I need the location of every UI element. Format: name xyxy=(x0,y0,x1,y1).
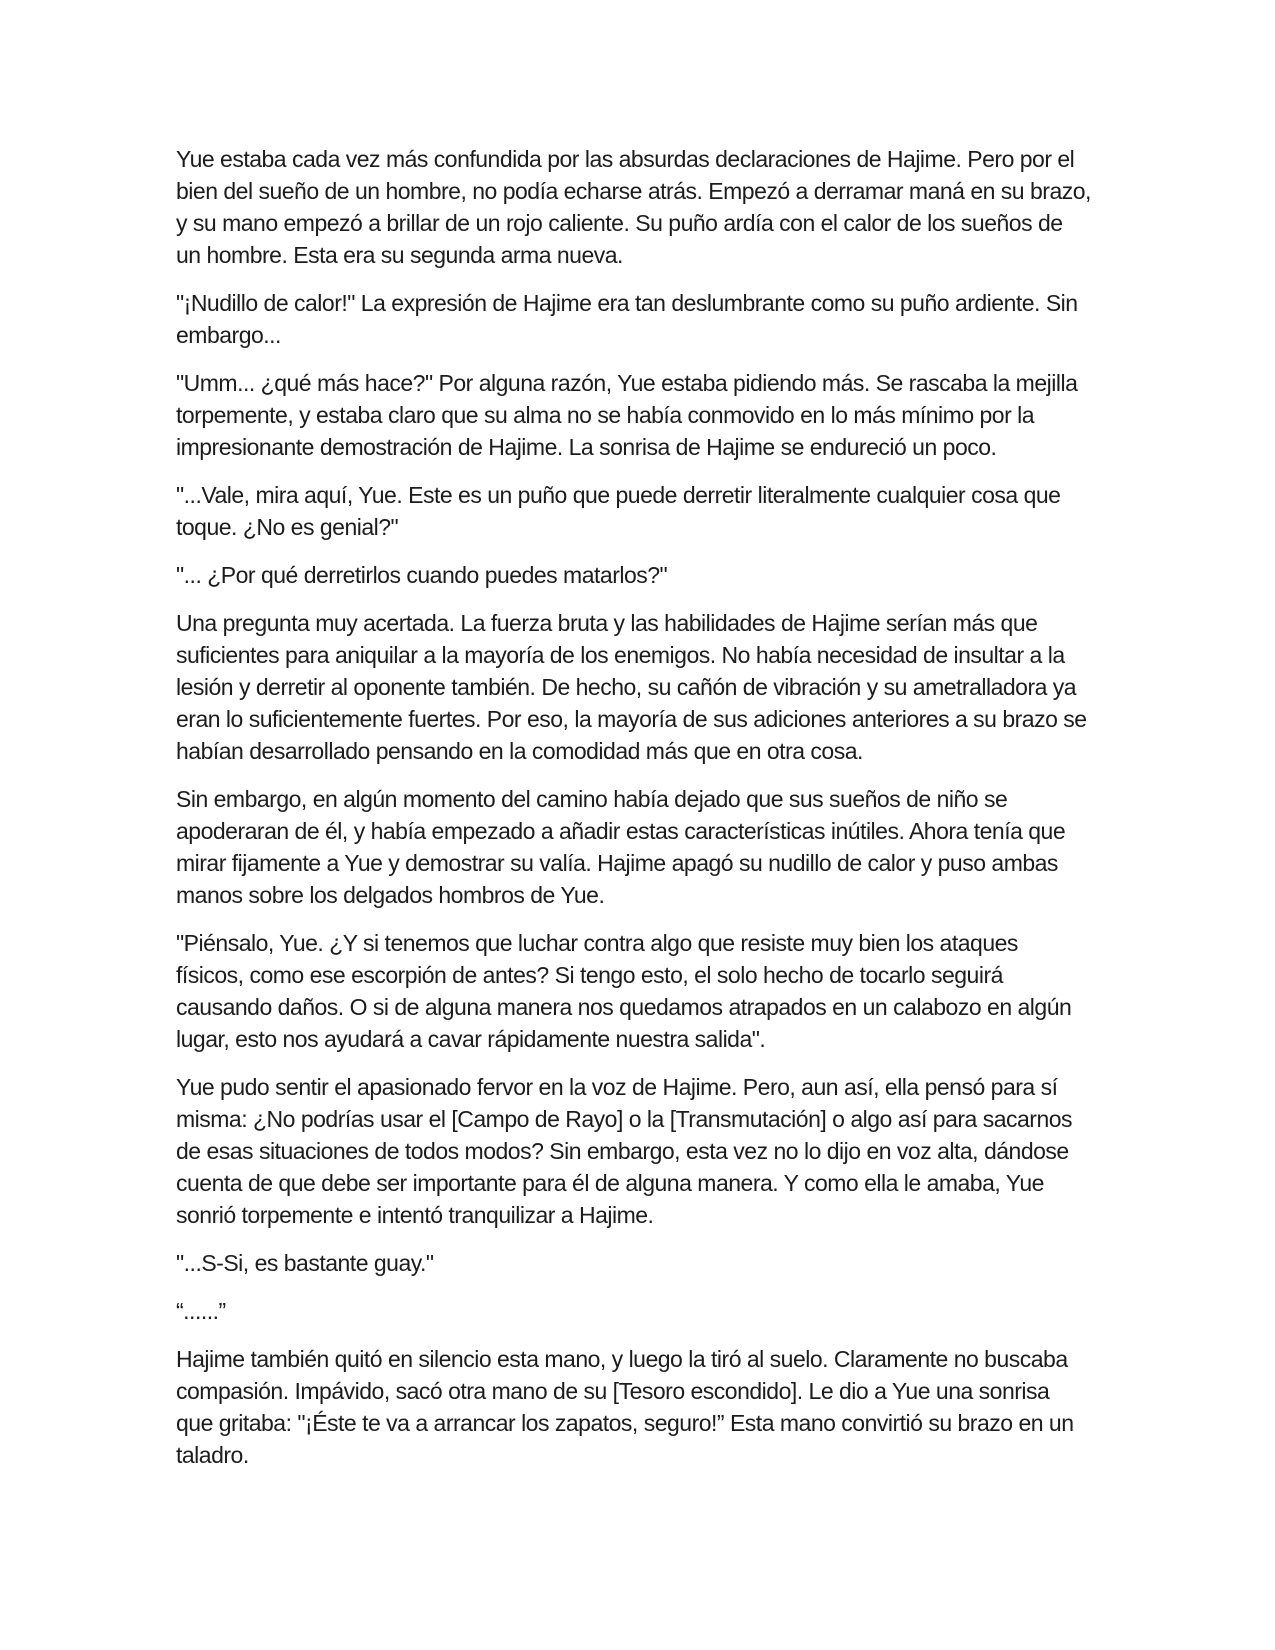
paragraph-10: "...S-Si, es bastante guay." xyxy=(176,1250,434,1276)
paragraph-11: “......” xyxy=(176,1298,226,1324)
document-page xyxy=(176,143,1091,1487)
paragraph-2: "¡Nudillo de calor!" La expresión de Hajime era tan deslumbrante como su puño ardiente. Sin embargo... xyxy=(176,290,1078,348)
paragraph-7: Sin embargo, en algún momento del camino había dejado que sus sueños de niño se apoderaran de él, y había empezado a añadir estas características inútiles. Ahora tenía que mirar fijamente a Yue y demostrar su valía. Hajime apagó su nudillo de calor y puso ambas manos sobre los delgados hombros de Yue. xyxy=(176,786,1066,908)
paragraph-9: Yue pudo sentir el apasionado fervor en la voz de Hajime. Pero, aun así, ella pensó para sí misma: ¿No podrías usar el [Campo de Rayo] o la [Transmutación] o algo así para sacarnos de esas situaciones de todos modos? Sin embargo, esta vez no lo dijo en voz alta, dándose cuenta de que debe ser importante para él de alguna manera. Y como ella le amaba, Yue sonrió torpemente e intentó tranquilizar a Hajime. xyxy=(176,1074,1073,1228)
paragraph-3: "Umm... ¿qué más hace?" Por alguna razón, Yue estaba pidiendo más. Se rascaba la mejilla torpemente, y estaba claro que su alma no se había conmovido en lo más mínimo por la impresionante demostración de Hajime. La sonrisa de Hajime se endureció un poco. xyxy=(176,370,1078,460)
paragraph-6: Una pregunta muy acertada. La fuerza bruta y las habilidades de Hajime serían más que suficientes para aniquilar a la mayoría de los enemigos. No había necesidad de insultar a la lesión y derretir al oponente también. De hecho, su cañón de vibración y su ametralladora ya eran lo suficientemente fuertes. Por eso, la mayoría de sus adiciones anteriores a su brazo se habían desarrollado pensando en la comodidad más que en otra cosa. xyxy=(176,610,1087,764)
paragraph-12: Hajime también quitó en silencio esta mano, y luego la tiró al suelo. Claramente no buscaba compasión. Impávido, sacó otra mano de su [Tesoro escondido]. Le dio a Yue una sonrisa que gritaba: "¡Éste te va a arrancar los zapatos, seguro!” Esta mano convirtió su brazo en un taladro. xyxy=(176,1346,1074,1468)
paragraph-4: "...Vale, mira aquí, Yue. Este es un puño que puede derretir literalmente cualquier cosa que toque. ¿No es genial?" xyxy=(176,482,1061,540)
paragraph-1: Yue estaba cada vez más confundida por las absurdas declaraciones de Hajime. Pero por el bien del sueño de un hombre, no podía echarse atrás. Empezó a derramar maná en su brazo, y su mano empezó a brillar de un rojo caliente. Su puño ardía con el calor de los sueños de un hombre. Esta era su segunda arma nueva. xyxy=(176,146,1091,268)
paragraph-5: "... ¿Por qué derretirlos cuando puedes matarlos?" xyxy=(176,562,668,588)
paragraph-8: "Piénsalo, Yue. ¿Y si tenemos que luchar contra algo que resiste muy bien los ataques físicos, como ese escorpión de antes? Si tengo esto, el solo hecho de tocarlo seguirá causando daños. O si de alguna manera nos quedamos atrapados en un calabozo en algún lugar, esto nos ayudará a cavar rápidamente nuestra salida". xyxy=(176,930,1072,1052)
